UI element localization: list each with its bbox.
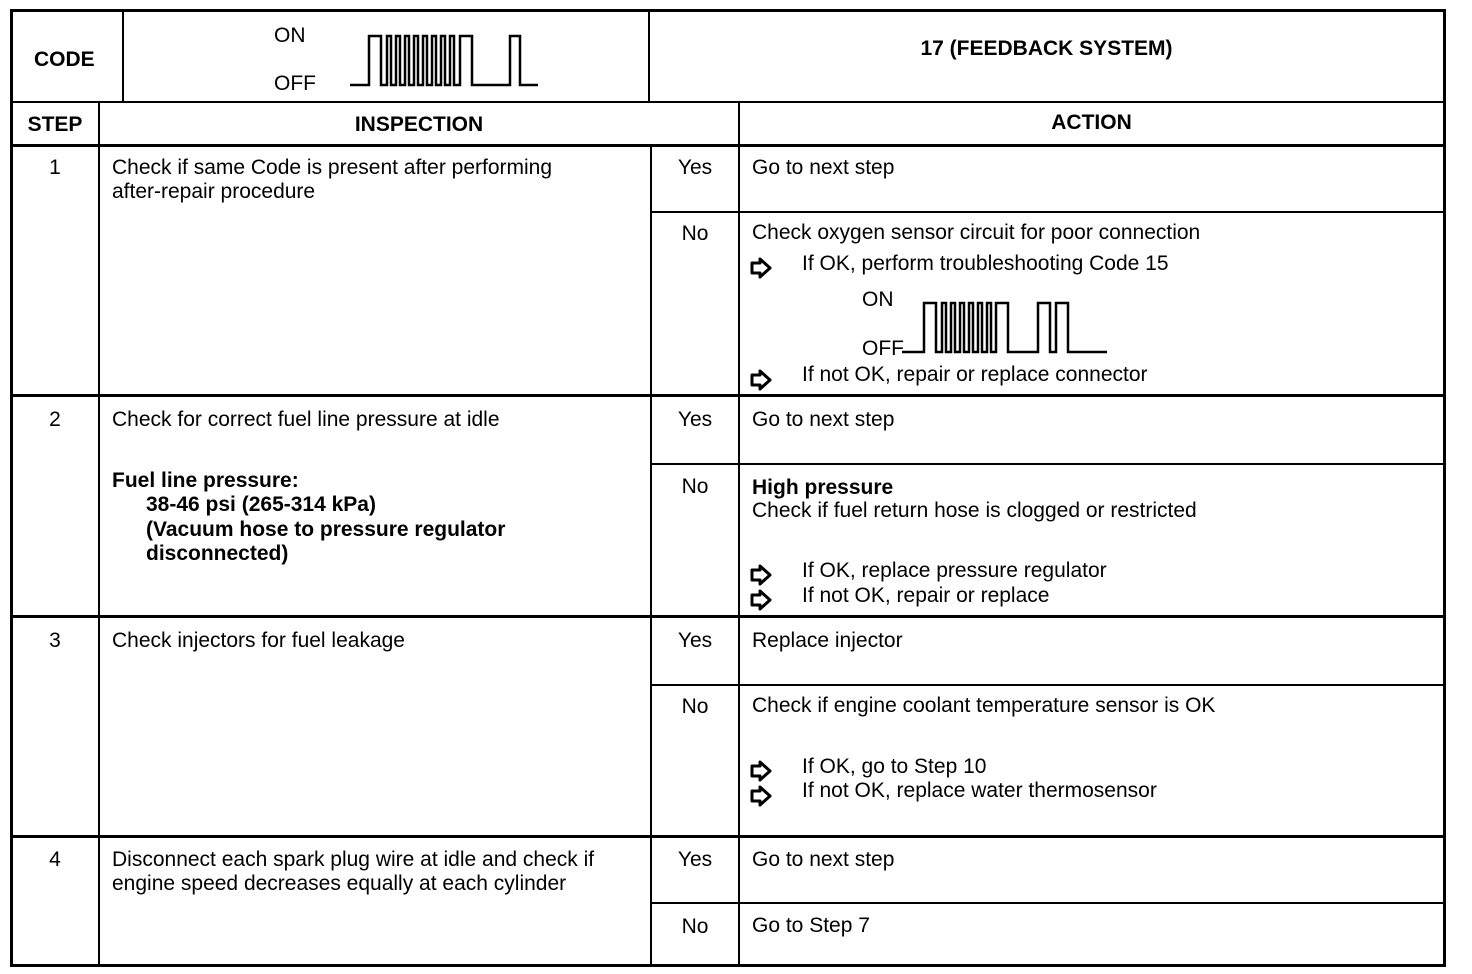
- yes-action: Go to next step: [752, 408, 895, 431]
- step-number: 2: [49, 408, 61, 431]
- inspection-text: Check for correct fuel line pressure at idle: [112, 408, 500, 431]
- divider: [650, 684, 1446, 686]
- no-label: No: [681, 695, 709, 718]
- divider: [122, 9, 124, 102]
- arrow-right-icon: [750, 786, 772, 806]
- yes-action: Go to next step: [752, 156, 895, 179]
- no-action-bullet: If OK, replace pressure regulator: [802, 559, 1107, 582]
- no-action-bullet: If not OK, repair or replace connector: [802, 363, 1148, 386]
- divider: [650, 902, 1446, 904]
- no-action-text: Check oxygen sensor circuit for poor connection: [752, 221, 1201, 244]
- inspection-text: Disconnect each spark plug wire at idle and check if: [112, 848, 595, 871]
- arrow-right-icon: [750, 258, 772, 278]
- arrow-right-icon: [750, 565, 772, 585]
- inspection-text: Check injectors for fuel leakage: [112, 629, 405, 652]
- yes-label: Yes: [677, 629, 713, 652]
- spec-note: disconnected): [146, 542, 289, 565]
- no-label: No: [681, 915, 709, 938]
- divider: [650, 463, 1446, 465]
- on-label: ON: [862, 288, 894, 311]
- divider: [10, 101, 1446, 103]
- no-action-bullet: If OK, go to Step 10: [802, 755, 987, 778]
- code-pulse-waveform: [350, 33, 550, 93]
- no-action-bullet: If OK, perform troubleshooting Code 15: [802, 252, 1169, 275]
- code-label: CODE: [34, 48, 95, 71]
- no-label: No: [681, 475, 709, 498]
- inspection-text: after-repair procedure: [112, 180, 316, 203]
- no-action-heading: High pressure: [752, 476, 894, 499]
- divider: [10, 394, 1446, 397]
- off-label: OFF: [274, 72, 316, 95]
- no-action-text: Check if fuel return hose is clogged or restricted: [752, 499, 1197, 522]
- column-header-inspection: INSPECTION: [354, 113, 484, 136]
- code-title: 17 (FEEDBACK SYSTEM): [920, 37, 1173, 60]
- table-border-bottom: [10, 964, 1446, 967]
- spec-heading: Fuel line pressure:: [112, 469, 299, 492]
- table-border-right: [1443, 9, 1446, 967]
- arrow-right-icon: [750, 761, 772, 781]
- table-border-top: [10, 9, 1446, 12]
- yes-label: Yes: [677, 848, 713, 871]
- arrow-right-icon: [750, 590, 772, 610]
- step-number: 4: [49, 848, 61, 871]
- yes-label: Yes: [677, 408, 713, 431]
- yes-action: Replace injector: [752, 629, 903, 652]
- divider: [650, 146, 652, 967]
- table-border-left: [10, 9, 13, 967]
- inspection-text: engine speed decreases equally at each cylinder: [112, 872, 567, 895]
- arrow-right-icon: [750, 370, 772, 390]
- off-label: OFF: [862, 337, 904, 360]
- yes-action: Go to next step: [752, 848, 895, 871]
- divider: [10, 144, 1446, 147]
- spec-value: 38-46 psi (265-314 kPa): [146, 493, 376, 516]
- divider: [650, 211, 1446, 213]
- step-number: 3: [49, 629, 61, 652]
- no-action-text: Check if engine coolant temperature sensor is OK: [752, 694, 1216, 717]
- column-header-action: ACTION: [1051, 111, 1132, 134]
- column-header-step: STEP: [27, 113, 83, 136]
- step-number: 1: [49, 156, 61, 179]
- code-15-pulse-waveform: [902, 300, 1122, 360]
- no-action-text: Go to Step 7: [752, 914, 870, 937]
- inspection-text: Check if same Code is present after performing: [112, 156, 553, 179]
- divider: [10, 615, 1446, 618]
- on-label: ON: [274, 24, 306, 47]
- spec-note: (Vacuum hose to pressure regulator: [146, 518, 506, 541]
- no-action-bullet: If not OK, replace water thermosensor: [802, 779, 1157, 802]
- yes-label: Yes: [677, 156, 713, 179]
- no-action-bullet: If not OK, repair or replace: [802, 584, 1050, 607]
- no-label: No: [681, 222, 709, 245]
- divider: [10, 835, 1446, 838]
